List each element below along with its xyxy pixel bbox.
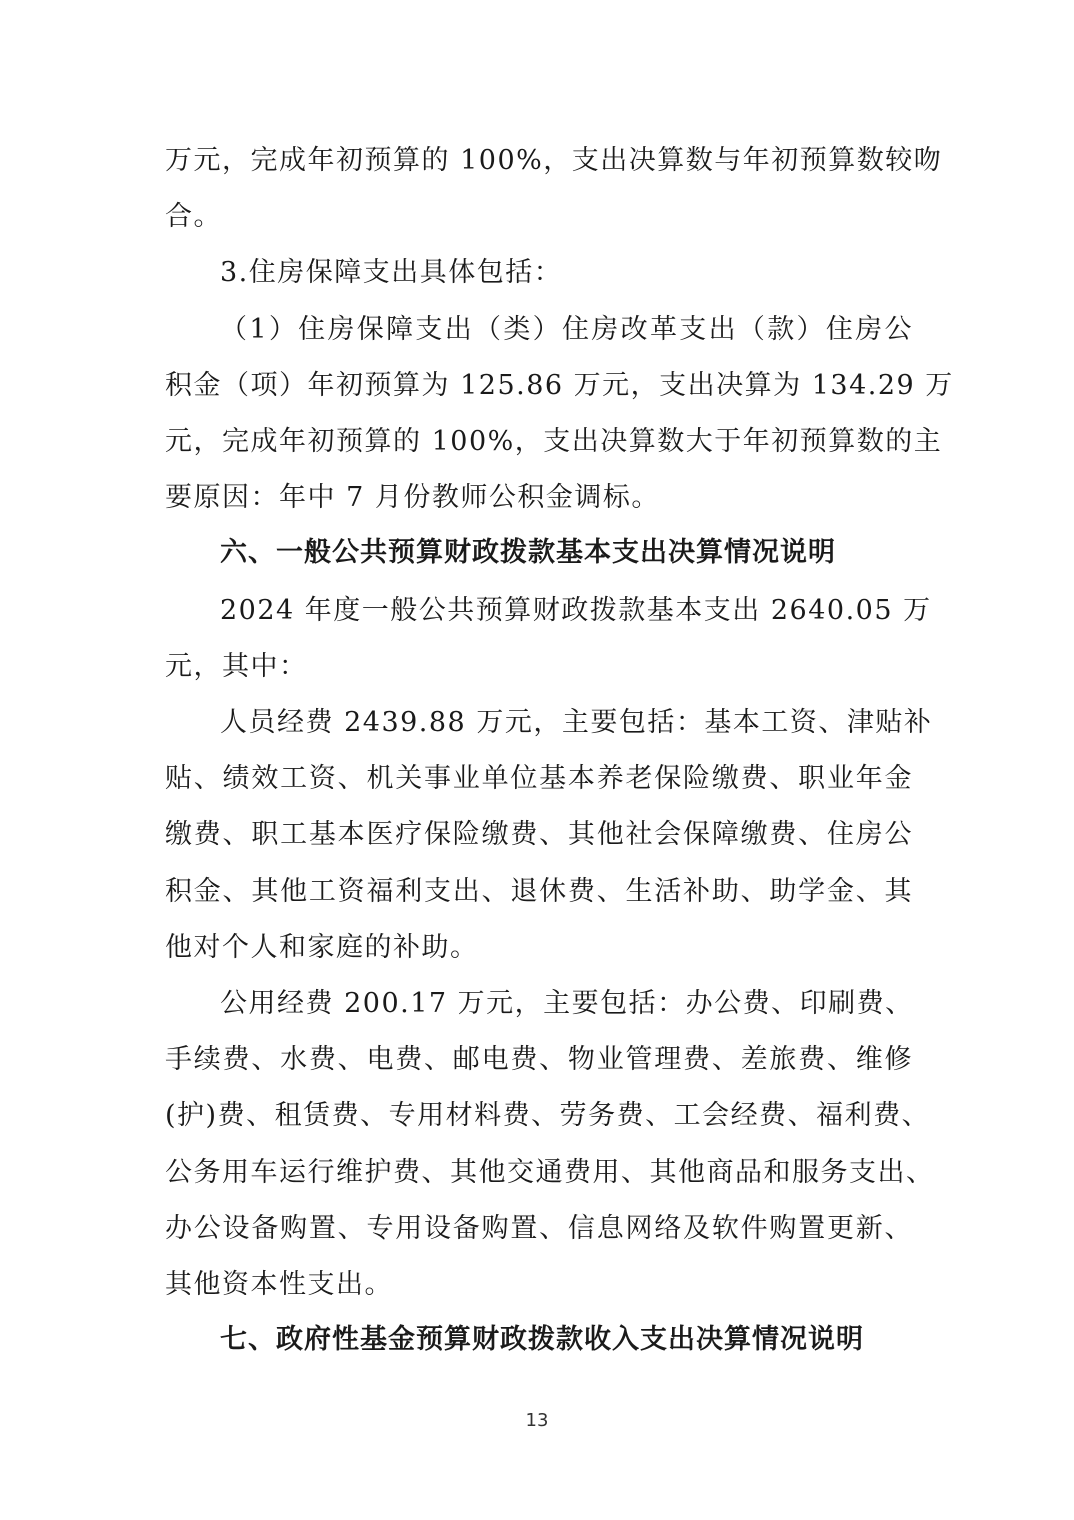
section-heading: 六、一般公共预算财政拨款基本支出决算情况说明 (220, 537, 836, 568)
paragraph-line: 公用经费 200.17 万元，主要包括：办公费、印刷费、 (220, 988, 914, 1019)
paragraph-line: 公务用车运行维护费、其他交通费用、其他商品和服务支出、 (165, 1157, 935, 1188)
paragraph-line: 合。 (165, 201, 222, 232)
paragraph-line: 积金（项）年初预算为 125.86 万元，支出决算为 134.29 万 (165, 370, 954, 401)
paragraph-line: 手续费、水费、电费、邮电费、物业管理费、差旅费、维修 (165, 1044, 913, 1075)
list-heading: 3.住房保障支出具体包括： (220, 257, 563, 288)
paragraph-line: 元，完成年初预算的 100%，支出决算数大于年初预算数的主 (165, 426, 943, 457)
paragraph-line: 他对个人和家庭的补助。 (165, 932, 479, 963)
paragraph-line: (护)费、租赁费、专用材料费、劳务费、工会经费、福利费、 (165, 1100, 931, 1131)
section-heading: 七、政府性基金预算财政拨款收入支出决算情况说明 (220, 1324, 864, 1355)
paragraph-line: 元，其中： (165, 651, 308, 682)
paragraph-line: 积金、其他工资福利支出、退休费、生活补助、助学金、其 (165, 876, 913, 907)
paragraph-line: 2024 年度一般公共预算财政拨款基本支出 2640.05 万 (220, 595, 932, 626)
page-number: 13 (525, 1410, 549, 1431)
paragraph-line: 人员经费 2439.88 万元，主要包括：基本工资、津贴补 (220, 707, 933, 738)
paragraph-line: 万元，完成年初预算的 100%，支出决算数与年初预算数较吻 (165, 145, 943, 176)
paragraph-line: 办公设备购置、专用设备购置、信息网络及软件购置更新、 (165, 1213, 913, 1244)
paragraph-line: 其他资本性支出。 (165, 1269, 393, 1300)
paragraph-line: 要原因：年中 7 月份教师公积金调标。 (165, 482, 660, 513)
paragraph-line: 贴、绩效工资、机关事业单位基本养老保险缴费、职业年金 (165, 763, 913, 794)
paragraph-line: 缴费、职工基本医疗保险缴费、其他社会保障缴费、住房公 (165, 819, 913, 850)
paragraph-line: （1）住房保障支出（类）住房改革支出（款）住房公 (220, 314, 913, 345)
